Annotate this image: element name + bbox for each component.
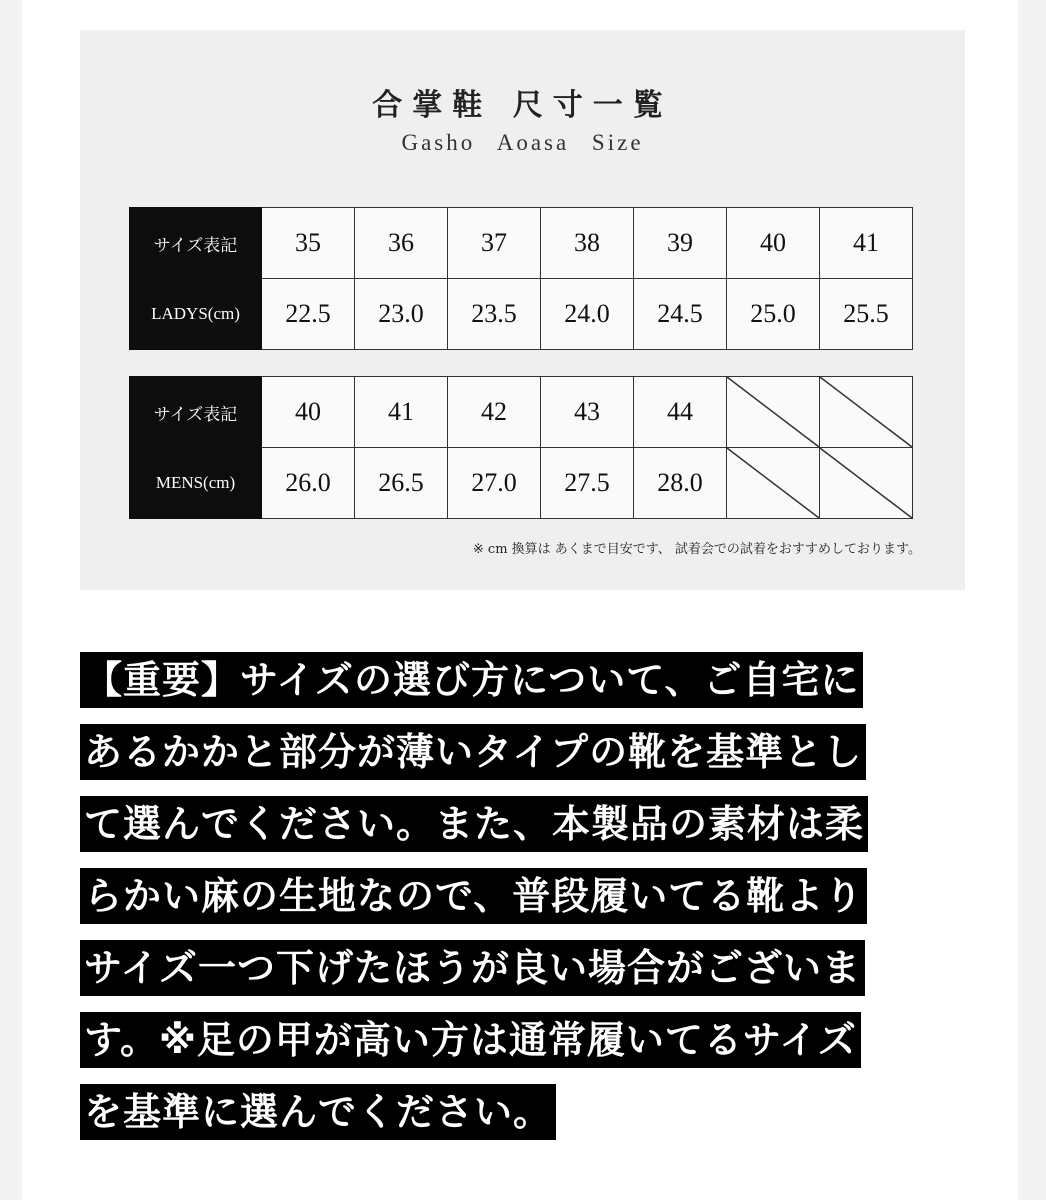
size-cell: 43 <box>541 377 634 448</box>
size-cell: 38 <box>541 208 634 279</box>
cm-cell: 23.0 <box>355 279 448 350</box>
notice-line: を基準に選んでください。 <box>80 1084 556 1140</box>
empty-cell <box>727 448 820 519</box>
notice-line: て選んでください。また、本製品の素材は柔 <box>80 796 868 852</box>
empty-cell <box>820 377 913 448</box>
size-cell: 37 <box>448 208 541 279</box>
cm-cell: 24.0 <box>541 279 634 350</box>
cm-label-cell: MENS(cm) <box>130 448 262 519</box>
notice-line: 【重要】サイズの選び方について、ご自宅に <box>80 652 863 708</box>
size-cell: 35 <box>262 208 355 279</box>
ladies-size-table <box>129 207 913 350</box>
size-cell: 41 <box>820 208 913 279</box>
cm-cell: 28.0 <box>634 448 727 519</box>
size-cell: 36 <box>355 208 448 279</box>
page <box>22 0 1018 1200</box>
size-cell: 40 <box>727 208 820 279</box>
cm-cell: 27.5 <box>541 448 634 519</box>
size-label-cell: サイズ表記 <box>130 208 262 279</box>
size-chart <box>80 30 965 590</box>
conversion-note: ※ cm 換算は あくまで目安です、 試着会での試着をおすすめしております。 <box>472 542 921 557</box>
size-cell: 42 <box>448 377 541 448</box>
chart-subtitle: Gasho Aoasa Size <box>401 130 644 155</box>
cm-cell: 24.5 <box>634 279 727 350</box>
cm-cell: 27.0 <box>448 448 541 519</box>
empty-cell <box>727 377 820 448</box>
cm-cell: 25.5 <box>820 279 913 350</box>
cm-cell: 25.0 <box>727 279 820 350</box>
empty-cell <box>820 448 913 519</box>
cm-cell: 26.0 <box>262 448 355 519</box>
cm-cell: 23.5 <box>448 279 541 350</box>
notice-line: らかい麻の生地なので、普段履いてる靴より <box>80 868 867 924</box>
cm-cell: 22.5 <box>262 279 355 350</box>
notice-line: す。※足の甲が高い方は通常履いてるサイズ <box>80 1012 861 1068</box>
size-cell: 39 <box>634 208 727 279</box>
table-row <box>130 279 913 350</box>
chart-title: 合掌鞋 尺寸一覧 <box>372 88 673 123</box>
cm-cell: 26.5 <box>355 448 448 519</box>
size-label-cell: サイズ表記 <box>130 377 262 448</box>
notice-line: あるかかと部分が薄いタイプの靴を基準とし <box>80 724 866 780</box>
table-row <box>130 377 913 448</box>
mens-size-table <box>129 376 913 519</box>
cm-label-cell: LADYS(cm) <box>130 279 262 350</box>
size-cell: 41 <box>355 377 448 448</box>
important-notice <box>80 652 980 1156</box>
size-cell: 40 <box>262 377 355 448</box>
table-row <box>130 208 913 279</box>
notice-line: サイズ一つ下げたほうが良い場合がございま <box>80 940 865 996</box>
size-cell: 44 <box>634 377 727 448</box>
table-row <box>130 448 913 519</box>
